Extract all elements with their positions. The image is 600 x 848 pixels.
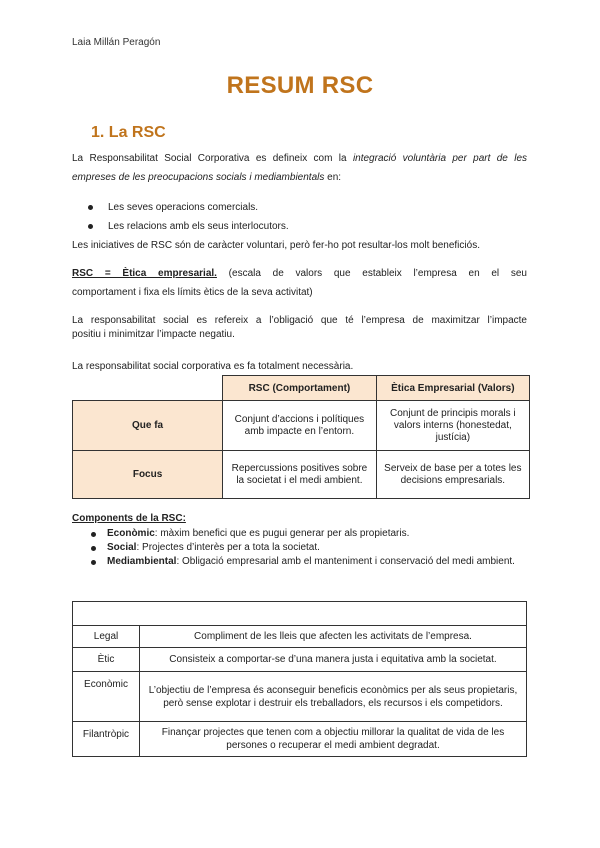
necessary-paragraph: La responsabilitat social corporativa es fa totalment necessària.: [72, 361, 354, 372]
table-cell: Conjunt de principis morals i valors interns (honestedat, justícia): [376, 401, 529, 451]
column-header-ethics: Ètica Empresarial (Valors): [376, 376, 529, 401]
list-item: Les relacions amb els seus interlocutors.: [72, 217, 527, 236]
component-text: : Projectes d’interès per a tota la societat.: [136, 542, 320, 553]
list-item: Les seves operacions comercials.: [72, 198, 527, 217]
ethics-text: (escala de valors que estableix l’empresa en el seu: [216, 268, 527, 279]
page-title: RESUM RSC: [226, 72, 374, 99]
intro-text: La Responsabilitat Social Corporativa es defineix com la: [72, 153, 353, 164]
row-description: Finançar projectes que tenen com a objectiu millorar la qualitat de vida de les persones o recuperar el medi ambient degradat.: [140, 722, 527, 757]
author-name: Laia Millán Peragón: [72, 37, 161, 48]
list-item: [72, 541, 527, 555]
row-description: L’objectiu de l’empresa és aconseguir beneficis econòmics per als seus propietaris, però sense explotar i destruir els treballadors, els recursos i els competidors.: [140, 672, 527, 722]
list-item: [72, 555, 527, 569]
component-term: Econòmic: [107, 528, 155, 539]
table-row: [73, 722, 527, 757]
table-cell: Conjunt d’accions i polítiques amb impacte en l’entorn.: [223, 401, 377, 451]
row-name: Legal: [73, 626, 140, 648]
table-corner: [73, 376, 223, 401]
intro-definition-em: integració voluntària per part de les: [352, 153, 527, 164]
comparison-table: [72, 375, 530, 499]
components-heading-text: Components de la RSC:: [72, 513, 186, 524]
components-list: [72, 527, 527, 569]
row-name: Ètic: [73, 648, 140, 672]
ethics-line-1: [72, 264, 527, 283]
responsibility-line-1: La responsabilitat social es refereix a l’obligació que té l’empresa de maximitzar l’impacte: [72, 315, 527, 326]
intro-line-1: [72, 149, 527, 168]
column-header-rsc: RSC (Comportament): [223, 376, 377, 401]
list-item: [72, 527, 527, 541]
intro-text-end: en:: [324, 172, 342, 183]
component-text: : màxim benefici que es pugui generar per als propietaris.: [154, 528, 410, 539]
table-row: [73, 648, 527, 672]
row-name: Filantròpic: [73, 722, 140, 757]
row-description: Compliment de les lleis que afecten les activitats de l’empresa.: [140, 626, 527, 648]
voluntary-paragraph: Les iniciatives de RSC són de caràcter voluntari, però fer-ho pot resultar-los molt beneficiós.: [72, 240, 480, 251]
section-heading-la-rsc: 1. La RSC: [91, 124, 166, 141]
row-label: Que fa: [73, 401, 223, 451]
intro-line-2: [72, 168, 527, 187]
row-name: Econòmic: [73, 672, 140, 722]
responsibilities-table: [72, 601, 527, 757]
table-empty-header: [73, 602, 527, 626]
component-term: Social: [107, 542, 137, 553]
ethics-line-2: comportament i fixa els límits ètics de la seva activitat): [72, 287, 313, 298]
row-description: Consisteix a comportar-se d’una manera justa i equitativa amb la societat.: [140, 648, 527, 672]
intro-bullets: [72, 198, 527, 236]
responsibility-paragraph: [72, 314, 527, 342]
component-term: Mediambiental: [107, 556, 177, 567]
component-text: : Obligació empresarial amb el manteniment i conservació del medi ambient.: [176, 556, 515, 567]
table-row: [73, 672, 527, 722]
table-row: [73, 451, 530, 499]
table-row: [73, 602, 527, 626]
ethics-paragraph: [72, 264, 527, 302]
table-header-row: [73, 376, 530, 401]
table-cell: Repercussions positives sobre la societat i el medi ambient.: [223, 451, 377, 499]
ethics-term: RSC = Ètica empresarial.: [72, 268, 217, 279]
table-row: [73, 626, 527, 648]
components-heading: [72, 511, 527, 526]
row-label: Focus: [73, 451, 223, 499]
intro-paragraph: [72, 149, 527, 187]
intro-definition-em-2: empreses de les preocupacions socials i mediambientals: [72, 172, 325, 183]
table-row: [73, 401, 530, 451]
table-cell: Serveix de base per a totes les decisions empresarials.: [376, 451, 529, 499]
responsibility-line-2: positiu i minimitzar l’impacte negatiu.: [72, 329, 235, 340]
